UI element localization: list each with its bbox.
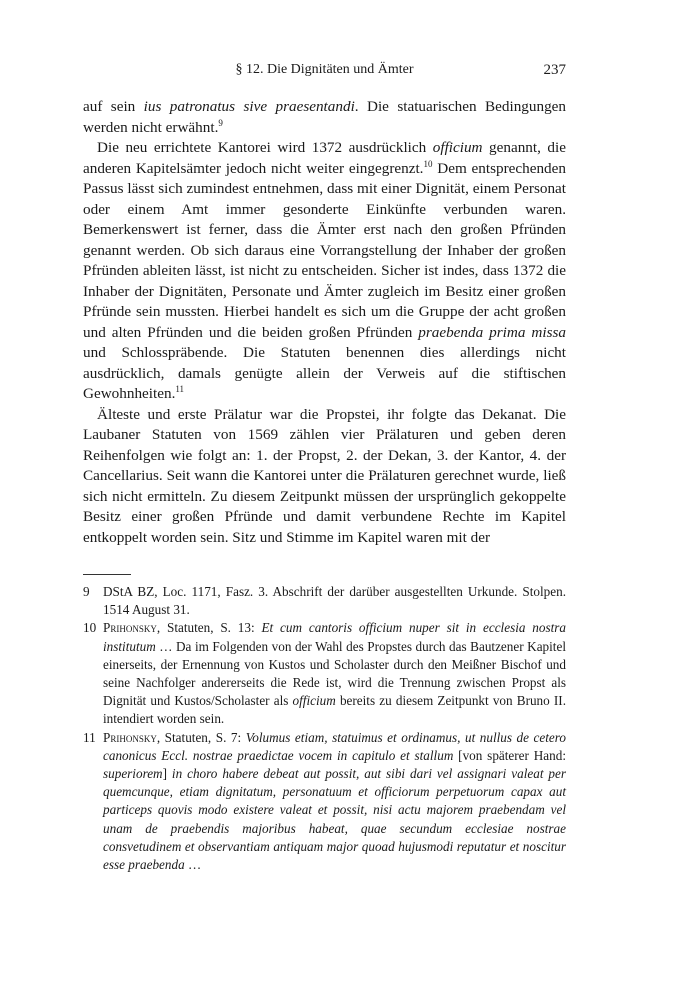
running-head xyxy=(83,58,566,82)
paragraph xyxy=(83,405,566,549)
paragraph xyxy=(83,138,566,405)
italic-text: praebenda prima missa xyxy=(418,323,566,341)
italic-text: officium xyxy=(292,693,336,709)
footnote-number: 9 xyxy=(83,584,90,599)
footnote-text xyxy=(103,619,566,728)
author-name: Prihonsky xyxy=(103,620,157,636)
text-run: und Schlosspräbende. Die Statuten benennen dies allerdings nicht ausdrücklich, damals genügte allein der Verweis auf die stiftischen Gewohnheiten. xyxy=(83,344,566,402)
text-run: , Statuten, S. 7: xyxy=(156,729,246,745)
book-page xyxy=(83,58,566,874)
footnote-text xyxy=(103,583,566,619)
text-run: [von späterer Hand: xyxy=(453,747,566,763)
italic-text: officium xyxy=(432,139,483,156)
text-run: auf sein xyxy=(83,98,144,115)
footnote-ref: 9 xyxy=(218,117,223,128)
page-number: 237 xyxy=(543,62,566,78)
footnote xyxy=(83,729,566,875)
body-text xyxy=(83,97,566,548)
footnote xyxy=(83,619,566,728)
text-run: . Die statuarischen Bedingungen werden nicht erwähnt. xyxy=(83,98,567,136)
footnote-ref: 11 xyxy=(175,384,185,394)
text-run: Dem entsprechenden Passus lässt sich zumindest entnehmen, dass mit einer Dignität, einem Personat oder einem Amt immer gesonderte Einkünfte verbunden waren. Bemerkenswert ist ferner, dass die Ämter erst nach den großen Pfründen genannt werden. Ob sich daraus eine Vorrangstellung der Inhaber der großen Pfründen ableiten lässt, ist nicht zu entscheiden. Sicher ist indes, dass 1372 die Inhaber der Dignitäten, Personate und Ämter zugleich im Besitz einer großen Pfründe sein mussten. Hierbei handelt es sich um die Gruppe der acht großen und alten Pfründen und die beiden großen Pfründen xyxy=(83,159,566,341)
text-run: , Statuten, S. 13: xyxy=(156,620,262,636)
italic-text: Et cum cantoris officium nuper sit in ecclesia nostra institutum xyxy=(103,620,567,654)
footnote-ref: 10 xyxy=(423,158,433,169)
footnote-number: 10 xyxy=(83,620,97,636)
text-run: ] xyxy=(162,766,172,782)
text-run: … Da im Folgenden von der Wahl des Propstes durch das Bautzener Kapitel einerseits, der Ernennung von Kustos und Scholaster durch den Meißner Bischof und seine Nachfolger andererseits die Rede ist, wird die Trennung zwischen Propst als Dignität und Kustos/Scholaster als xyxy=(103,638,566,709)
text-run: Älteste und erste Prälatur war die Propstei, ihr folgte das Dekanat. Die Laubaner Statuten von 1569 zählen vier Prälaturen und geben deren Reihenfolgen wie folgt an: 1. der Propst, 2. der Dekan, 3. der Kantor, 4. der Cancellarius. Seit wann die Kantorei unter die Prälaturen gerechnet wurde, ließ sich nicht ermitteln. Zu diesem Zeitpunkt müssen der ursprünglich gekoppelte Besitz einer großen Pfründe und damit verbundene Rechte im Kapitel entkoppelt worden sein. Sitz und Stimme im Kapitel waren mit der xyxy=(83,405,566,546)
italic-text: Volumus etiam, statuimus et ordinamus, ut nullus de cetero canonicus Eccl. nostrae praedictae vocem in capitulo et stallum xyxy=(103,729,567,763)
text-run: … xyxy=(184,857,202,873)
running-title: § 12. Die Dignitäten und Ämter xyxy=(235,62,414,77)
italic-text: ius patronatus sive praesentandi xyxy=(143,98,355,115)
footnote-number: 11 xyxy=(83,729,96,745)
footnote-rule xyxy=(83,574,131,575)
paragraph xyxy=(83,97,566,138)
text-run: bereits zu diesem Zeitpunkt von Bruno II. intendiert worden sein. xyxy=(103,693,566,727)
footnotes xyxy=(83,583,566,874)
text-run: genannt, die anderen Kapitelsämter jedoch nicht weiter eingegrenzt. xyxy=(83,139,566,177)
italic-text: in choro habere debeat aut possit, aut sibi dari vel assignari valeat per quemcunque, etiam dignitatum, personatuum et officiorum perpetuorum capax aut particeps quovis modo existere valeat et possit, nisi actu majorem praebendam vel unam de praebendis majoribus habeat, quae secundum ecclesiae nostrae consvetudinem et observantiam antiquam major quoad hujusmodi reputatur et noscitur esse praebenda xyxy=(103,766,566,873)
footnote-text xyxy=(103,729,566,875)
text-run: DStA BZ, Loc. 1171, Fasz. 3. Abschrift der darüber ausgestellten Urkunde. Stolpen. 1514 August 31. xyxy=(103,584,566,618)
italic-text: superiorem xyxy=(103,766,163,782)
author-name: Prihonsky xyxy=(103,729,157,745)
text-run: Die neu errichtete Kantorei wird 1372 ausdrücklich xyxy=(97,139,433,156)
footnote xyxy=(83,583,566,619)
